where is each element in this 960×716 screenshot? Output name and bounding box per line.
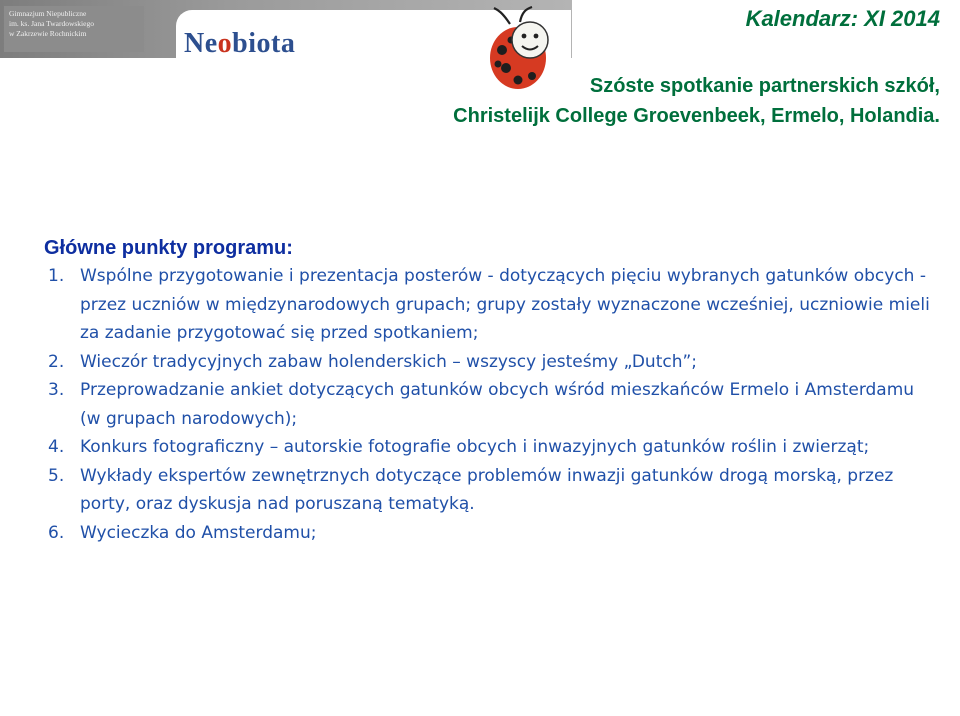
- program-item-number: 2.: [48, 351, 65, 372]
- brand-logo-text: [184, 28, 295, 60]
- program-item-number: 1.: [48, 266, 65, 286]
- program-item-text: Przeprowadzanie ankiet dotyczących gatunków obcych wśród mieszkańców Ermelo i Amsterdamu (w grupach narodowych);: [80, 380, 915, 429]
- program-item: [48, 262, 938, 348]
- program-item-number: 3.: [48, 380, 65, 400]
- brand-prefix: Ne: [184, 28, 218, 59]
- school-logo-line: Gimnazjum Niepubliczne: [9, 9, 87, 18]
- program-item: [48, 462, 938, 519]
- meeting-title-line-2: Christelijk College Groevenbeek, Ermelo, Holandia.: [453, 105, 940, 127]
- program-item-number: 4.: [48, 437, 65, 457]
- program-item: [48, 519, 938, 548]
- calendar-title: Kalendarz: XI 2014: [745, 6, 940, 31]
- program-list: [48, 262, 938, 547]
- program-item-number: 5.: [48, 465, 65, 486]
- program-item-text: Wieczór tradycyjnych zabaw holenderskich – wszyscy jesteśmy „Dutch”;: [80, 351, 698, 372]
- program-item-number: 6.: [48, 522, 65, 543]
- program-item: [48, 376, 938, 433]
- program-item-text: Wycieczka do Amsterdamu;: [80, 522, 317, 543]
- brand-o: o: [217, 28, 233, 59]
- school-logo-line: w Zakrzewie Rochnickim: [9, 29, 87, 38]
- school-logo-line: im. ks. Jana Twardowskiego: [9, 19, 94, 28]
- program-item-text: Wspólne przygotowanie i prezentacja posterów - dotyczących pięciu wybranych gatunków obcych - przez uczniów w międzynarodowych grupach; grupy zostały wyznaczone wcześniej, uczniowie mieli za zadanie przygotować się przed spotkaniem;: [80, 266, 930, 343]
- program-item: [48, 433, 938, 462]
- meeting-title: [453, 71, 940, 131]
- meeting-title-line-1: Szóste spotkanie partnerskich szkół,: [589, 75, 940, 97]
- program-item: [48, 348, 938, 377]
- school-logo: [4, 6, 144, 52]
- program-item-text: Wykłady ekspertów zewnętrznych dotyczące problemów inwazji gatunków drogą morską, przez porty, oraz dyskusja nad poruszaną tematyką.: [80, 465, 894, 514]
- program-heading: Główne punkty programu:: [44, 237, 293, 259]
- program-item-text: Konkurs fotograficzny – autorskie fotografie obcych i inwazyjnych gatunków roślin i zwierząt;: [80, 437, 870, 457]
- brand-suffix: biota: [232, 28, 296, 59]
